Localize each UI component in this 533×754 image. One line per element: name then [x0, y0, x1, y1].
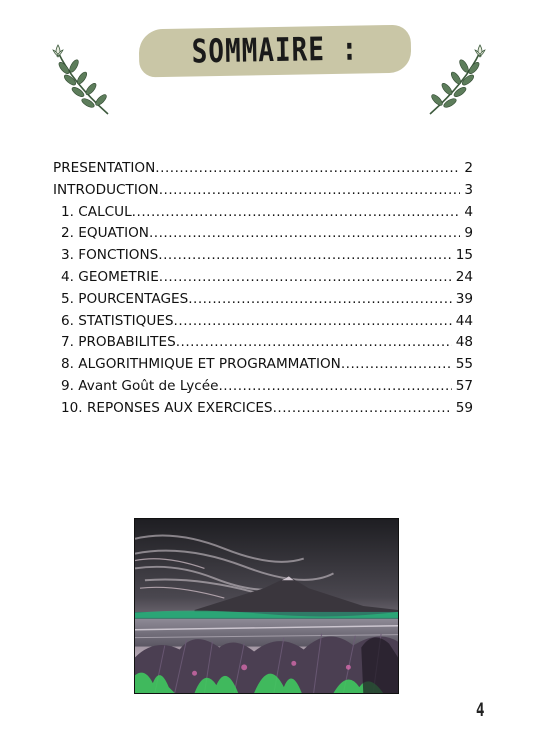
- toc-entry-page: 2: [464, 160, 473, 176]
- toc-entry[interactable]: [53, 204, 473, 226]
- toc-entry[interactable]: [53, 400, 473, 422]
- toc-entry[interactable]: [53, 269, 473, 291]
- toc-entry-label: 8. ALGORITHMIQUE ET PROGRAMMATION: [61, 356, 341, 373]
- toc-entry-page: 57: [455, 377, 473, 394]
- toc-entry-page: 39: [455, 290, 473, 307]
- toc-dot-leader: [158, 247, 451, 263]
- toc-entry-page: 15: [455, 247, 473, 264]
- toc-dot-leader: [341, 356, 452, 372]
- toc-dot-leader: [218, 378, 451, 394]
- toc-entry-page: 9: [464, 225, 473, 242]
- title-banner: [139, 25, 412, 78]
- toc-entry-page: 24: [455, 268, 473, 285]
- toc-dot-leader: [132, 204, 461, 220]
- toc-entry-label: 7. PROBABILITES: [61, 334, 176, 351]
- toc-entry[interactable]: [53, 160, 473, 182]
- toc-entry[interactable]: [53, 356, 473, 378]
- toc-dot-leader: [188, 291, 451, 307]
- toc-dot-leader: [273, 400, 452, 416]
- toc-entry[interactable]: [53, 225, 473, 247]
- toc-entry-label: PRESENTATION: [53, 160, 156, 176]
- toc-entry-label: 2. EQUATION: [61, 225, 149, 242]
- toc-dot-leader: [149, 225, 460, 241]
- toc-dot-leader: [159, 182, 461, 198]
- toc-entry[interactable]: [53, 313, 473, 335]
- toc-entry-page: 4: [464, 203, 473, 220]
- toc-entry-page: 44: [455, 312, 473, 329]
- toc-entry-label: 10. REPONSES AUX EXERCICES: [61, 399, 273, 416]
- toc-entry-page: 55: [455, 356, 473, 373]
- toc-dot-leader: [174, 313, 452, 329]
- toc-entry-label: 4. GEOMETRIE: [61, 268, 159, 285]
- toc-dot-leader: [176, 334, 452, 350]
- toc-entry-label: 6. STATISTIQUES: [61, 312, 174, 329]
- toc-dot-leader: [159, 269, 452, 285]
- toc-entry-label: 9. Avant Goût de Lycée: [61, 377, 219, 394]
- table-of-contents: [53, 160, 473, 422]
- toc-entry-page: 59: [455, 399, 473, 416]
- toc-entry-page: 3: [464, 181, 473, 198]
- leaf-sprig-left-icon: [50, 42, 120, 120]
- toc-entry[interactable]: [53, 334, 473, 356]
- toc-entry[interactable]: [53, 291, 473, 313]
- toc-entry-page: 48: [455, 334, 473, 351]
- leaf-sprig-right-icon: [418, 42, 488, 120]
- toc-entry[interactable]: [53, 247, 473, 269]
- toc-entry[interactable]: [53, 378, 473, 400]
- page-number: 4: [476, 700, 485, 722]
- toc-entry-label: 3. FONCTIONS: [61, 247, 159, 264]
- toc-entry[interactable]: [53, 182, 473, 204]
- landscape-illustration: [134, 518, 399, 694]
- page-title: SOMMAIRE :: [191, 30, 359, 72]
- toc-entry-label: 1. CALCUL: [61, 203, 132, 220]
- toc-dot-leader: [155, 160, 460, 176]
- toc-entry-label: INTRODUCTION: [53, 181, 159, 198]
- toc-entry-label: 5. POURCENTAGES: [61, 290, 189, 307]
